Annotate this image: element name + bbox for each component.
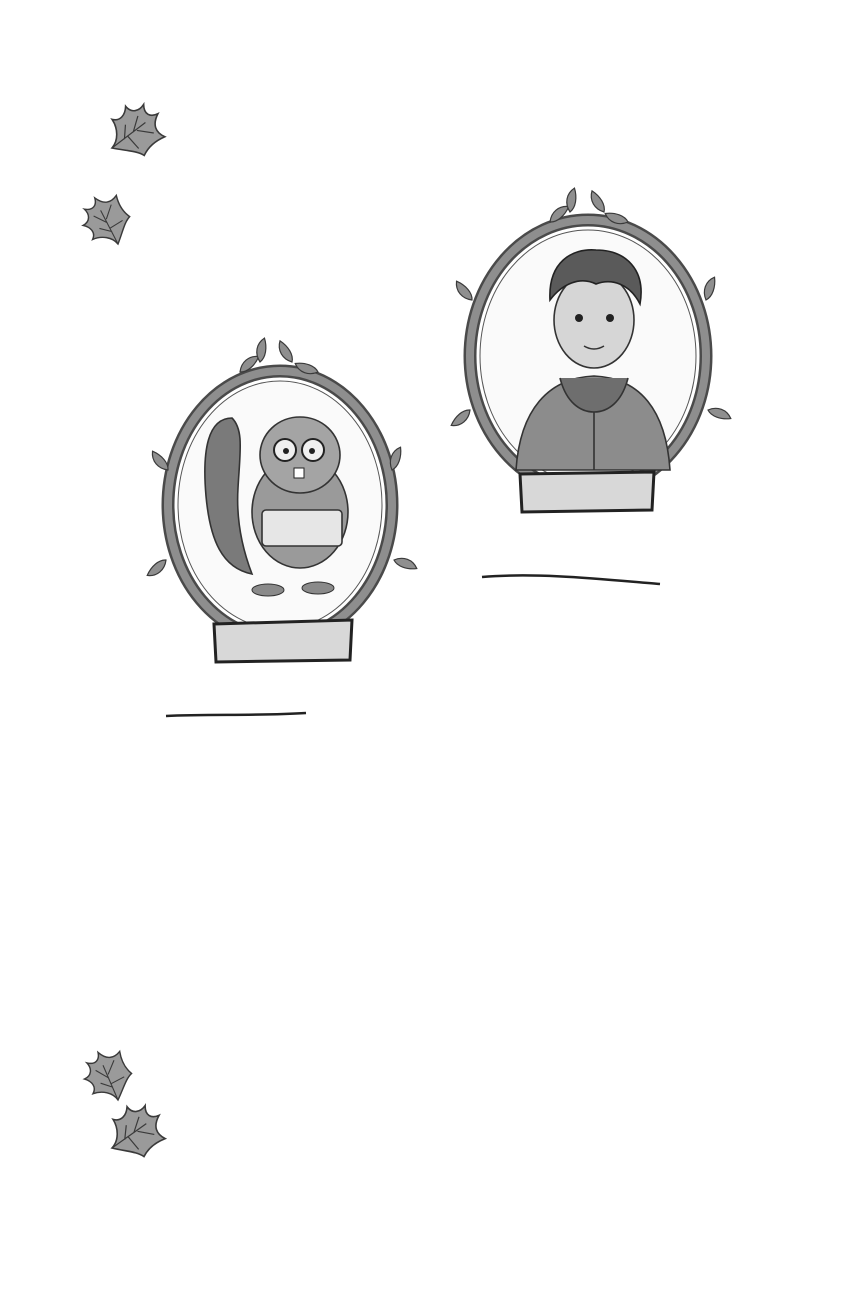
rani-name-underline [166, 713, 306, 716]
rani-sign [214, 620, 352, 662]
corner-leaf-icon [82, 100, 168, 1162]
lukas-name-underline [482, 575, 660, 584]
rani-portrait [144, 337, 418, 662]
lukas-sign [520, 472, 654, 512]
rani-traits [166, 724, 466, 740]
lukas-portrait [448, 187, 732, 512]
lukas-traits [468, 600, 768, 616]
